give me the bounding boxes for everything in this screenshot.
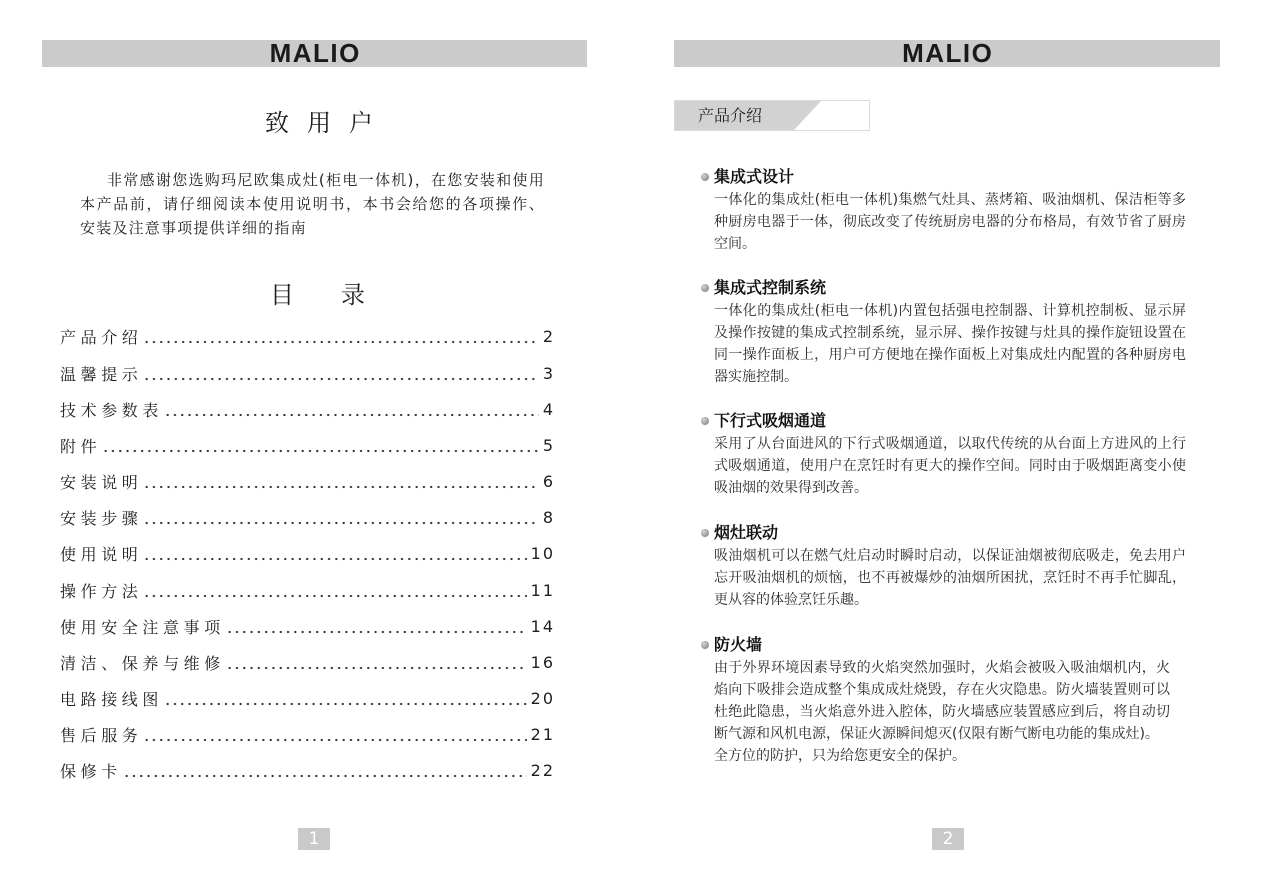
- feature-body-line: 一体化的集成灶(柜电一体机)内置包括强电控制器、计算机控制板、显示屏: [714, 303, 1186, 319]
- toc-entry-label: 使用说明: [60, 544, 143, 564]
- feature-section: [700, 634, 1170, 768]
- feature-body-line: 全方位的防护，只为给您更安全的保护。: [714, 747, 966, 764]
- page-number: 2: [932, 828, 964, 850]
- toc-entry: [60, 427, 553, 463]
- bullet-dot-icon: [701, 284, 709, 292]
- page-number: 1: [298, 828, 330, 850]
- toc-entry-page: 14: [530, 616, 555, 636]
- toc-entry: [60, 355, 553, 391]
- toc-entry: [60, 499, 553, 535]
- intro-paragraph-line: 安装及注意事项提供详细的指南: [80, 219, 307, 237]
- feature-section: [700, 522, 1186, 612]
- toc-entry-label: 售后服务: [60, 725, 143, 745]
- toc-entry-page: 22: [530, 760, 555, 780]
- toc-entry-page: 16: [530, 652, 555, 672]
- feature-body-line: 吸油烟机可以在燃气灶启动时瞬时启动，以保证油烟被彻底吸走，免去用户: [714, 548, 1186, 564]
- feature-body: [714, 434, 1186, 500]
- toc-entry-page: 8: [542, 507, 555, 527]
- toc-entry-label: 安装步骤: [60, 508, 143, 528]
- feature-title: 烟灶联动: [714, 523, 779, 542]
- feature-body-line: 一体化的集成灶(柜电一体机)集燃气灶具、蒸烤箱、吸油烟机、保洁柜等多: [714, 192, 1186, 208]
- feature-body-line: 由于外界环境因素导致的火焰突然加强时，火焰会被吸入吸油烟机内，火: [714, 660, 1170, 676]
- toc-entry: [60, 535, 553, 571]
- feature-body-line: 种厨房电器于一体，彻底改变了传统厨房电器的分布格局，有效节省了厨房: [714, 213, 1186, 230]
- toc-entry: [60, 644, 553, 680]
- toc-dot-leader: [102, 427, 539, 463]
- toc-entry-label: 使用安全注意事项: [60, 617, 225, 637]
- toc-entry: [60, 716, 553, 752]
- toc-entry-label: 电路接线图: [60, 689, 164, 709]
- bullet-dot-icon: [701, 529, 709, 537]
- toc-entry: [60, 752, 553, 788]
- feature-body-line: 杜绝此隐患，当火焰意外进入腔体，防火墙感应装置感应到后，将自动切: [714, 703, 1170, 720]
- toc-entry: [60, 572, 553, 608]
- toc-dot-leader: [226, 644, 527, 680]
- toc-dot-leader: [164, 391, 539, 427]
- brand-logo: MALIO: [902, 38, 994, 68]
- section-tab: [674, 100, 870, 131]
- bullet-dot-icon: [701, 417, 709, 425]
- toc-dot-leader: [226, 608, 527, 644]
- toc-entry-page: 3: [542, 363, 555, 383]
- toc-dot-leader: [123, 752, 527, 788]
- feature-body-line: 忘开吸油烟机的烦恼，也不再被爆炒的油烟所困扰，烹饪时不再手忙脚乱，: [714, 569, 1186, 586]
- feature-title: 集成式控制系统: [714, 278, 827, 297]
- feature-title: 下行式吸烟通道: [714, 411, 827, 430]
- page-title: 致用户: [265, 109, 391, 137]
- toc-entry-page: 10: [530, 543, 555, 563]
- bullet-dot-icon: [701, 173, 709, 181]
- feature-body: [714, 658, 1170, 768]
- section-tab-label: 产品介绍: [698, 106, 763, 125]
- feature-body: [714, 301, 1186, 389]
- toc-entry-page: 6: [542, 471, 555, 491]
- toc-dot-leader: [143, 499, 538, 535]
- toc-entry: [60, 680, 553, 716]
- toc-entry-page: 2: [542, 326, 555, 346]
- toc-dot-leader: [143, 716, 526, 752]
- feature-body-line: 及操作按键的集成式控制系统，显示屏、操作按键与灶具的操作旋钮设置在: [714, 324, 1186, 341]
- toc-dot-leader: [143, 572, 526, 608]
- feature-title: 防火墙: [714, 635, 763, 654]
- feature-body-line: 更从容的体验烹饪乐趣。: [714, 591, 868, 608]
- feature-body-line: 采用了从台面进风的下行式吸烟通道，以取代传统的从台面上方进风的上行: [714, 436, 1186, 452]
- toc-dot-leader: [143, 463, 538, 499]
- toc-dot-leader: [164, 680, 527, 716]
- toc-entry-page: 20: [530, 688, 555, 708]
- feature-section: [700, 410, 1186, 500]
- toc-entry-label: 安装说明: [60, 472, 143, 492]
- feature-body: [714, 546, 1186, 612]
- feature-section: [700, 166, 1186, 256]
- bullet-dot-icon: [701, 641, 709, 649]
- toc-entry-label: 技术参数表: [60, 400, 164, 420]
- feature-body-line: 吸油烟的效果得到改善。: [714, 479, 868, 496]
- toc-title: 目录: [270, 281, 412, 309]
- intro-paragraph-line: 本产品前，请仔细阅读本使用说明书，本书会给您的各项操作、: [80, 195, 545, 213]
- toc-entry-label: 温馨提示: [60, 364, 143, 384]
- toc-dot-leader: [143, 355, 538, 391]
- feature-body: [714, 190, 1186, 256]
- feature-body-line: 焰向下吸排会造成整个集成成灶烧毁，存在火灾隐患。防火墙装置则可以: [714, 681, 1170, 698]
- toc-entry-page: 5: [542, 435, 555, 455]
- feature-body-line: 式吸烟通道，使用户在烹饪时有更大的操作空间。同时由于吸烟距离变小使: [714, 457, 1186, 474]
- toc-entry-page: 11: [530, 580, 555, 600]
- toc-entry-label: 产品介绍: [60, 327, 143, 347]
- toc-entry: [60, 463, 553, 499]
- intro-paragraph-line: 非常感谢您选购玛尼欧集成灶(柜电一体机)，在您安装和使用: [107, 171, 545, 189]
- toc-entry: [60, 608, 553, 644]
- toc-entry-label: 清洁、保养与维修: [60, 653, 225, 673]
- toc-entry: [60, 318, 553, 354]
- feature-body-line: 器实施控制。: [714, 368, 798, 385]
- toc-entry-page: 21: [530, 724, 555, 744]
- right-header-bar: [674, 40, 1220, 67]
- toc-entry-page: 4: [542, 399, 555, 419]
- toc-entry-label: 操作方法: [60, 581, 143, 601]
- toc-entry-label: 保修卡: [60, 761, 122, 781]
- toc-dot-leader: [143, 535, 526, 571]
- feature-body-line: 空间。: [714, 235, 756, 252]
- brand-logo: MALIO: [269, 38, 361, 68]
- feature-body-line: 同一操作面板上，用户可方便地在操作面板上对集成灶内配置的各种厨房电: [714, 346, 1186, 363]
- toc-entry-label: 附件: [60, 436, 102, 456]
- toc-dot-leader: [143, 318, 538, 354]
- feature-body-line: 断气源和风机电源，保证火源瞬间熄灭(仅限有断气断电功能的集成灶)。: [714, 725, 1159, 742]
- left-header-bar: [42, 40, 587, 67]
- feature-title: 集成式设计: [714, 167, 795, 186]
- toc-entry: [60, 391, 553, 427]
- feature-section: [700, 277, 1186, 389]
